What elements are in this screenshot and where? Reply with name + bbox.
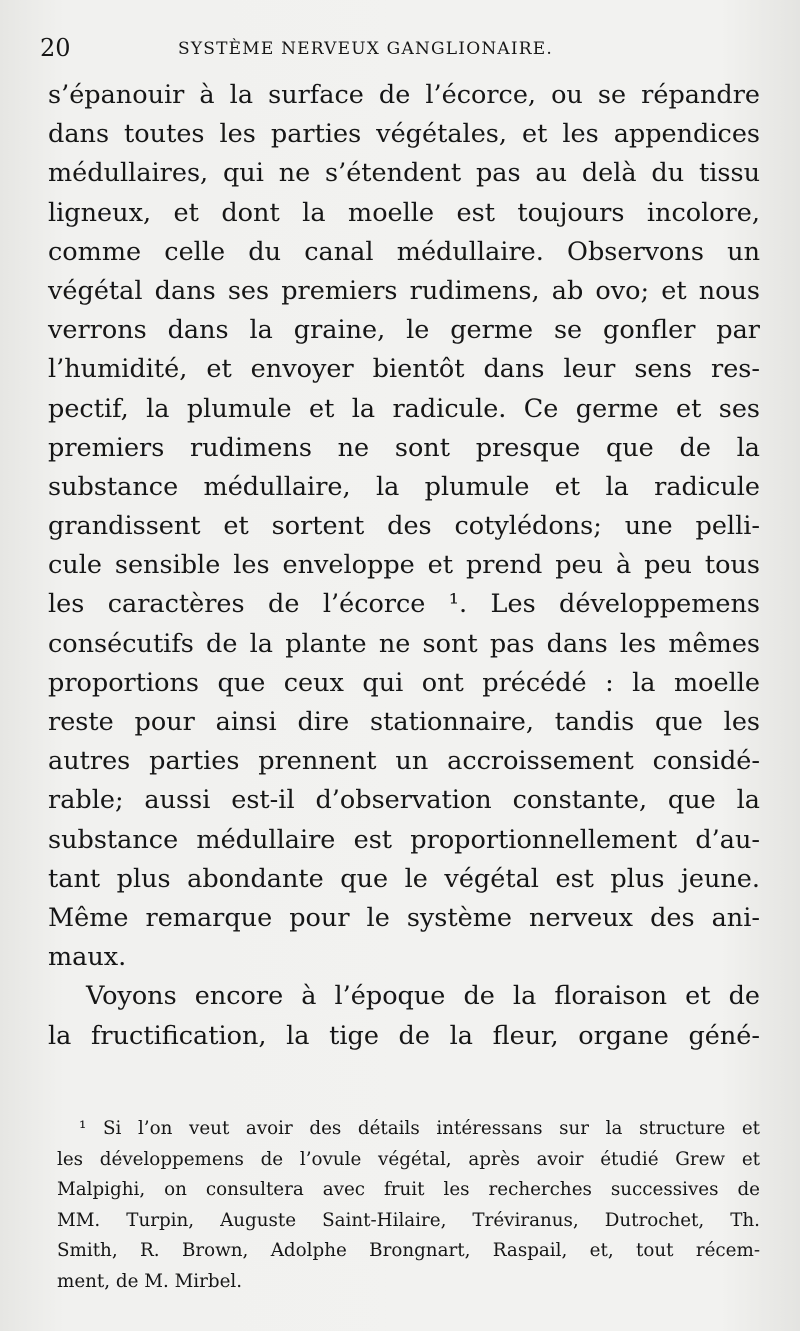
page-number: 20 <box>40 34 71 62</box>
footnote-line: ment, de M. Mirbel. <box>57 1270 243 1292</box>
footnote-line: Smith, R. Brown, Adolphe Brongnart, Raspail, et, tout récem- <box>57 1240 760 1262</box>
body-text <box>48 76 760 1056</box>
text-line: maux. <box>48 942 127 973</box>
footnote-line: les développemens de l’ovule végétal, après avoir étudié Grew et <box>57 1148 760 1170</box>
text-line: Voyons encore à l’époque de la floraison et de <box>86 981 760 1012</box>
text-line: végétal dans ses premiers rudimens, ab ovo; et nous <box>48 275 760 306</box>
footnote-line: ¹ Si l’on veut avoir des détails intéressans sur la structure et <box>79 1118 760 1139</box>
text-line: consécutifs de la plante ne sont pas dans les mêmes <box>48 628 760 659</box>
text-line: dans toutes les parties végétales, et les appendices <box>48 119 760 150</box>
text-line: Même remarque pour le système nerveux des ani- <box>48 902 760 933</box>
text-line: premiers rudimens ne sont presque que de la <box>48 432 760 463</box>
text-line: médullaires, qui ne s’étendent pas au delà du tissu <box>48 158 760 189</box>
footnote-line: MM. Turpin, Auguste Saint-Hilaire, Tréviranus, Dutrochet, Th. <box>57 1209 760 1231</box>
text-line: rable; aussi est-il d’observation constante, que la <box>48 785 760 816</box>
text-line: verrons dans la graine, le germe se gonfler par <box>48 315 760 346</box>
running-title: SYSTÈME NERVEUX GANGLIONAIRE. <box>178 39 554 59</box>
page-header <box>40 34 750 74</box>
text-line: tant plus abondante que le végétal est plus jeune. <box>48 863 760 894</box>
text-line: substance médullaire, la plumule et la radicule <box>48 471 760 502</box>
text-line: l’humidité, et envoyer bientôt dans leur sens res- <box>48 354 760 385</box>
footnotes <box>57 1114 760 1298</box>
text-line: substance médullaire est proportionnellement d’au- <box>48 824 760 855</box>
text-line: autres parties prennent un accroissement considé- <box>48 746 760 777</box>
text-line: proportions que ceux qui ont précédé : la moelle <box>48 667 760 698</box>
footnote-line: Malpighi, on consultera avec fruit les recherches successives de <box>57 1179 760 1201</box>
text-line: s’épanouir à la surface de l’écorce, ou se répandre <box>48 80 760 110</box>
text-line: ligneux, et dont la moelle est toujours incolore, <box>48 197 760 228</box>
text-line: la fructification, la tige de la fleur, organe géné- <box>48 1020 760 1051</box>
text-line: pectif, la plumule et la radicule. Ce germe et ses <box>48 393 760 424</box>
text-line: grandissent et sortent des cotylédons; une pelli- <box>48 511 760 542</box>
text-line: reste pour ainsi dire stationnaire, tandis que les <box>48 707 760 737</box>
text-line: cule sensible les enveloppe et prend peu à peu tous <box>48 550 760 581</box>
text-line: les caractères de l’écorce ¹. Les développemens <box>48 589 760 620</box>
text-line: comme celle du canal médullaire. Observons un <box>48 236 760 267</box>
